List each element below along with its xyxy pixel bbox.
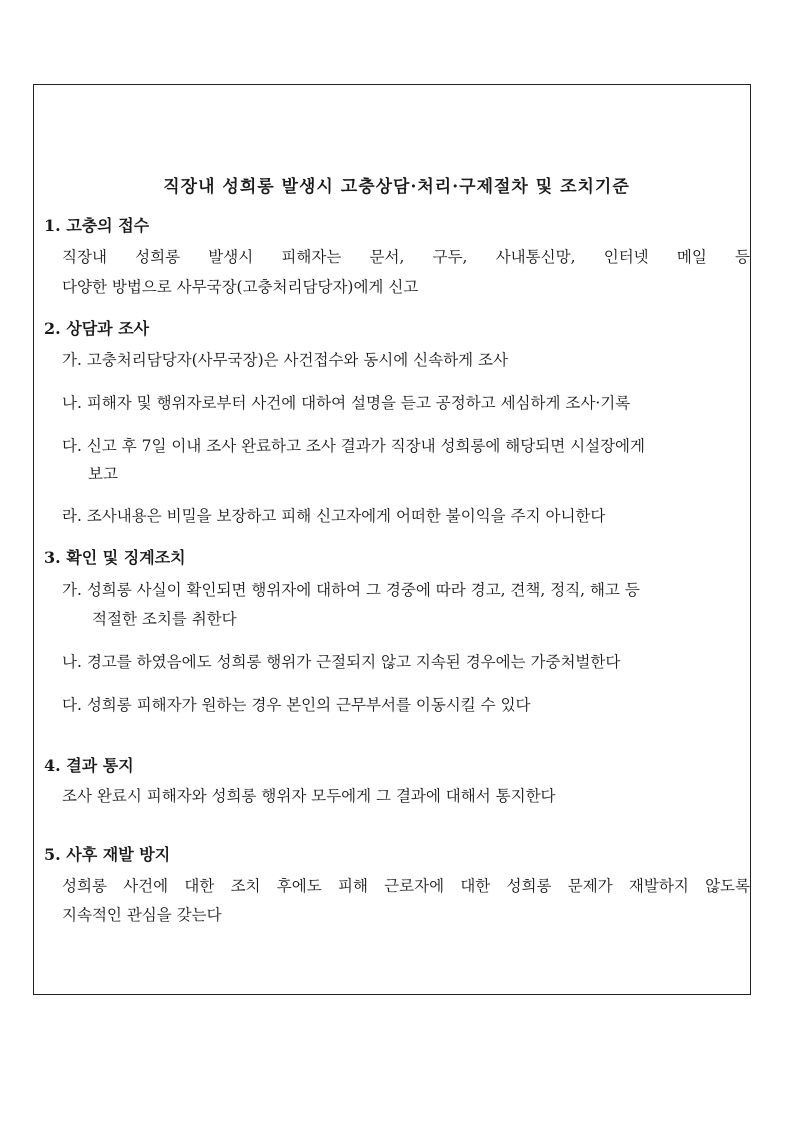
section-2-heading: 2. 상담과 조사 [44,319,150,338]
section-2-item-da: 다. 신고 후 7일 이내 조사 완료하고 조사 결과가 직장내 성희롱에 해당되면 시설장에게 [62,437,645,455]
section-4-heading: 4. 결과 통지 [44,756,134,775]
section-2-item-da-cont: 보고 [88,465,118,483]
section-1-heading: 1. 고충의 접수 [44,216,150,235]
section-3-item-na: 나. 경고를 하였음에도 성희롱 행위가 근절되지 않고 지속된 경우에는 가중처벌한다 [62,653,621,671]
section-3-item-ga-cont: 적절한 조치를 취한다 [92,610,237,628]
section-4-line-1: 조사 완료시 피해자와 성희롱 행위자 모두에게 그 결과에 대해서 통지한다 [62,787,556,805]
section-2-item-na: 나. 피해자 및 행위자로부터 사건에 대하여 설명을 듣고 공정하고 세심하게 조사·기록 [62,394,631,412]
section-5-line-1: 성희롱 사건에 대한 조치 후에도 피해 근로자에 대한 성희롱 문제가 재발하지 않도록 [62,877,750,895]
section-2-item-ga: 가. 고충처리담당자(사무국장)은 사건접수와 동시에 신속하게 조사 [62,351,508,369]
section-5-heading: 5. 사후 재발 방지 [44,845,171,864]
section-1-line-2: 다양한 방법으로 사무국장(고충처리담당자)에게 신고 [62,278,419,296]
section-5-line-2: 지속적인 관심을 갖는다 [62,906,222,924]
section-1-line-1: 직장내 성희롱 발생시 피해자는 문서, 구두, 사내통신망, 인터넷 메일 등 [62,248,750,266]
section-3-heading: 3. 확인 및 징계조치 [44,548,186,567]
section-2-item-ra: 라. 조사내용은 비밀을 보장하고 피해 신고자에게 어떠한 불이익을 주지 아니한다 [62,507,606,525]
section-3-item-da: 다. 성희롱 피해자가 원하는 경우 본인의 근무부서를 이동시킬 수 있다 [62,696,531,714]
document-title: 직장내 성희롱 발생시 고충상담·처리·구제절차 및 조치기준 [163,177,630,197]
section-3-item-ga: 가. 성희롱 사실이 확인되면 행위자에 대하여 그 경중에 따라 경고, 견책, 정직, 해고 등 [62,581,640,599]
